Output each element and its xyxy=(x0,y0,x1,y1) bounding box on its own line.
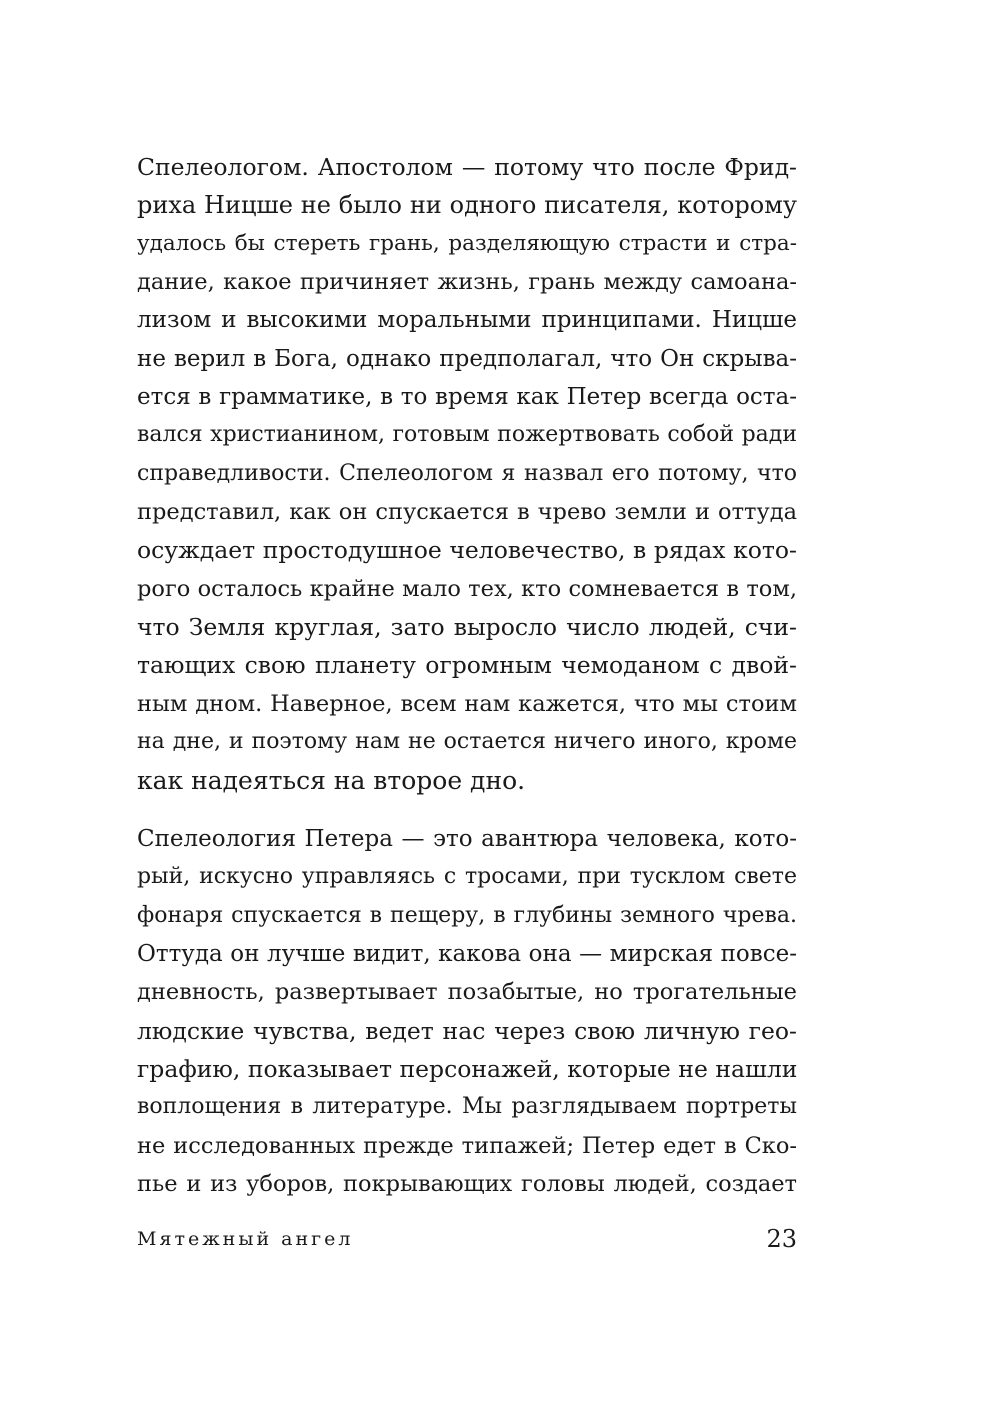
text-line: пье и из уборов, покрывающих головы людей, создает xyxy=(137,1171,797,1198)
text-line: удалось бы стереть грань, разделяющую страсти и стра- xyxy=(137,230,797,256)
text-line: ным дном. Наверное, всем нам кажется, что мы стоим xyxy=(137,690,797,717)
text-line: осуждает простодушное человечество, в рядах кото- xyxy=(137,536,797,565)
text-line: тающих свою планету огромным чемоданом с двой- xyxy=(137,651,797,680)
text-line: воплощения в литературе. Мы разглядываем портреты xyxy=(137,1094,797,1120)
text-line: представил, как он спускается в чрево земли и оттуда xyxy=(137,499,797,526)
text-line: дание, какое причиняет жизнь, грань между самоана- xyxy=(137,269,797,296)
text-line: Спелеологом. Апостолом — потому что после Фрид- xyxy=(137,153,797,181)
text-line: риха Ницше не было ни одного писателя, которому xyxy=(137,191,797,220)
text-line: ется в грамматике, в то время как Петер всегда оста- xyxy=(137,384,797,411)
text-line: справедливости. Спелеологом я назвал его потому, что xyxy=(137,460,797,486)
running-head: Мятежный ангел xyxy=(137,1228,354,1250)
text-line: не исследованных прежде типажей; Петер едет в Ско- xyxy=(137,1132,797,1159)
text-line: графию, показывает персонажей, которые не нашли xyxy=(137,1055,798,1084)
text-line: лизом и высокими моральными принципами. Ницше xyxy=(137,307,797,334)
text-line: вался христианином, готовым пожертвовать собой ради xyxy=(137,422,797,448)
text-line: не верил в Бога, однако предполагал, что Он скрыва- xyxy=(137,345,797,372)
page-footer xyxy=(137,1222,797,1256)
page-number: 23 xyxy=(766,1225,797,1253)
text-line: фонаря спускается в пещеру, в глубины земного чрева. xyxy=(137,902,797,928)
text-line: как надеяться на второе дно. xyxy=(137,765,526,795)
text-line: людские чувства, ведет нас через свою личную гео- xyxy=(137,1016,797,1045)
text-line: Оттуда он лучше видит, какова она — мирская повсе- xyxy=(137,941,797,968)
text-line: на дне, и поэтому нам не остается ничего иного, кроме xyxy=(137,729,797,755)
text-line: рого осталось крайне мало тех, кто сомневается в том, xyxy=(137,575,797,602)
text-line: что Земля круглая, зато выросло число людей, счи- xyxy=(137,613,797,642)
paragraph xyxy=(137,820,797,1203)
text-line: Спелеология Петера — это авантюра человека, кото- xyxy=(137,826,797,852)
text-line: рый, искусно управляясь с тросами, при тусклом свете xyxy=(137,864,797,890)
text-line: дневность, развертывает позабытые, но трогательные xyxy=(137,979,797,1006)
paragraph xyxy=(137,148,797,800)
